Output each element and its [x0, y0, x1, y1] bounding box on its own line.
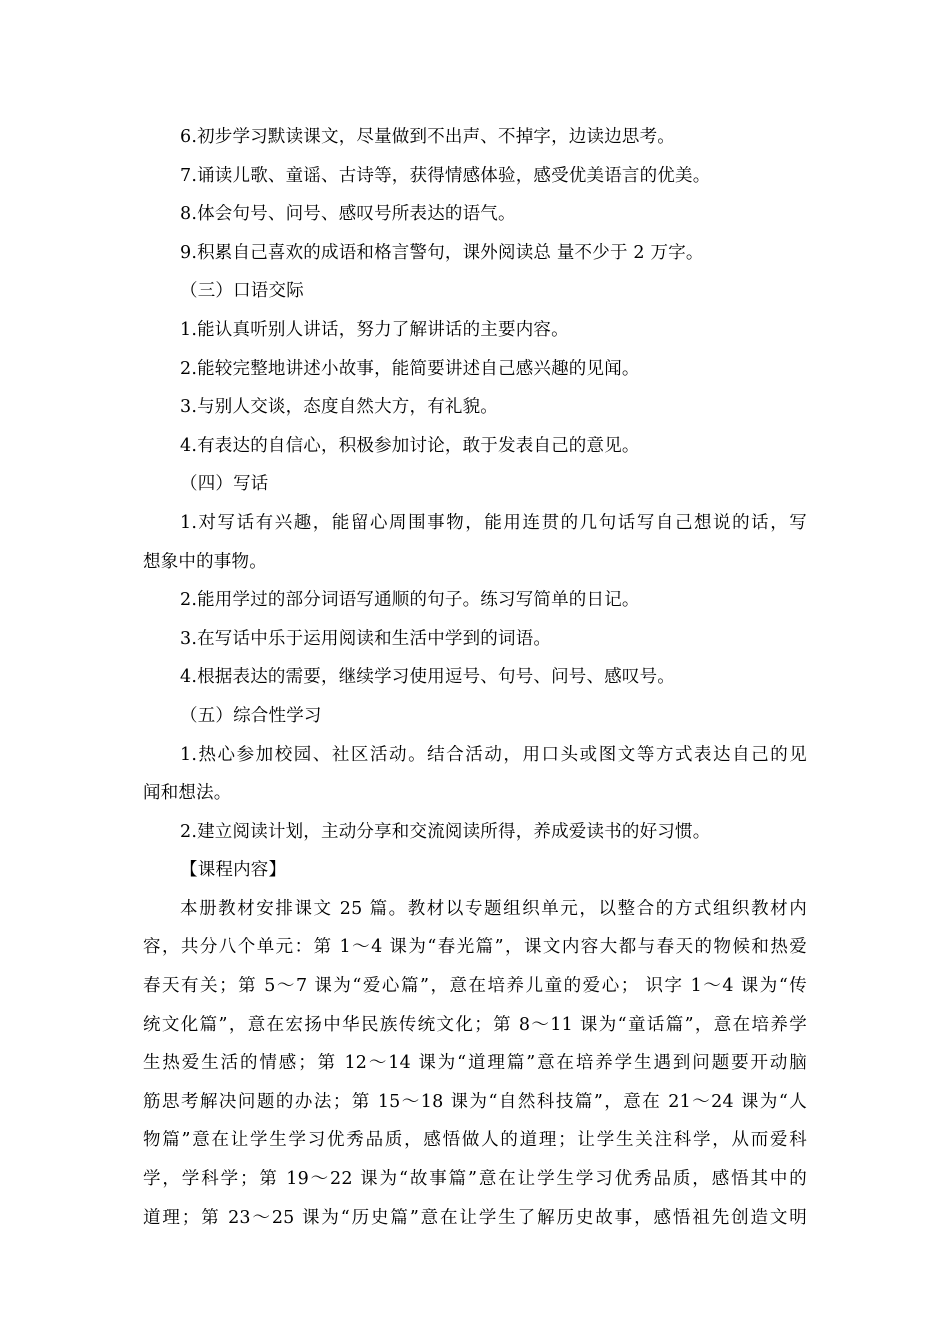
text-line: 2.能用学过的部分词语写通顺的句子。练习写简单的日记。	[180, 590, 640, 611]
text-line: 想象中的事物。	[143, 551, 267, 572]
text-line: 1.对写话有兴趣，能留心周围事物，能用连贯的几句话写自己想说的话，写	[180, 512, 807, 533]
text-line: 6.初步学习默读课文，尽量做到不出声、不掉字，边读边思考。	[180, 127, 675, 147]
text-line: 物篇”意在让学生学习优秀品质，感悟做人的道理；让学生关注科学，从而爱科	[143, 1130, 807, 1151]
text-line: 1.能认真听别人讲话，努力了解讲话的主要内容。	[180, 319, 569, 340]
text-line: 2.建立阅读计划，主动分享和交流阅读所得，养成爱读书的好习惯。	[180, 821, 711, 842]
text-line: 3.与别人交谈，态度自然大方，有礼貌。	[180, 397, 498, 418]
text-line: 1.热心参加校园、社区活动。结合活动，用口头或图文等方式表达自己的见	[180, 744, 807, 765]
text-line: 【课程内容】	[180, 860, 287, 881]
text-line: 本册教材安排课文 25 篇。教材以专题组织单元，以整合的方式组织教材内	[180, 898, 807, 919]
text-line: 4.有表达的自信心，积极参加讨论，敢于发表自己的意见。	[180, 435, 640, 456]
document-body	[143, 118, 807, 1237]
text-line: 7.诵读儿歌、童谣、古诗等，获得情感体验，感受优美语言的优美。	[180, 165, 711, 186]
text-line: 容，共分八个单元：第 1～4 课为“春光篇”，课文内容大都与春天的物候和热爱	[143, 937, 807, 958]
document-page	[143, 118, 807, 1237]
text-line: 9.积累自己喜欢的成语和格言警句，课外阅读总 量不少于 2 万字。	[180, 242, 704, 263]
text-line: 3.在写话中乐于运用阅读和生活中学到的词语。	[180, 628, 552, 649]
text-line: 闻和想法。	[143, 783, 232, 804]
text-line: 学，学科学；第 19～22 课为“故事篇”意在让学生学习优秀品质，感悟其中的	[143, 1169, 807, 1190]
text-line: 8.体会句号、问号、感叹号所表达的语气。	[180, 204, 516, 225]
text-line: （五）综合性学习	[180, 705, 322, 726]
text-line: 道理；第 23～25 课为“历史篇”意在让学生了解历史故事，感悟祖先创造文明	[143, 1207, 807, 1228]
text-line: 2.能较完整地讲述小故事，能简要讲述自己感兴趣的见闻。	[180, 358, 640, 379]
text-line: 4.根据表达的需要，继续学习使用逗号、句号、问号、感叹号。	[180, 667, 675, 688]
text-line: 统文化篇”，意在宏扬中华民族传统文化；第 8～11 课为“童话篇”，意在培养学	[143, 1014, 807, 1035]
text-line: 筋思考解决问题的办法；第 15～18 课为“自然科技篇”，意在 21～24 课为“人	[143, 1091, 807, 1112]
text-line: 生热爱生活的情感；第 12～14 课为“道理篇”意在培养学生遇到问题要开动脑	[143, 1053, 807, 1074]
text-line: 春天有关；第 5～7 课为“爱心篇”，意在培养儿童的爱心； 识字 1～4 课为“传	[143, 976, 807, 997]
text-line: （四）写话	[180, 474, 269, 495]
text-line: （三）口语交际	[180, 281, 304, 302]
